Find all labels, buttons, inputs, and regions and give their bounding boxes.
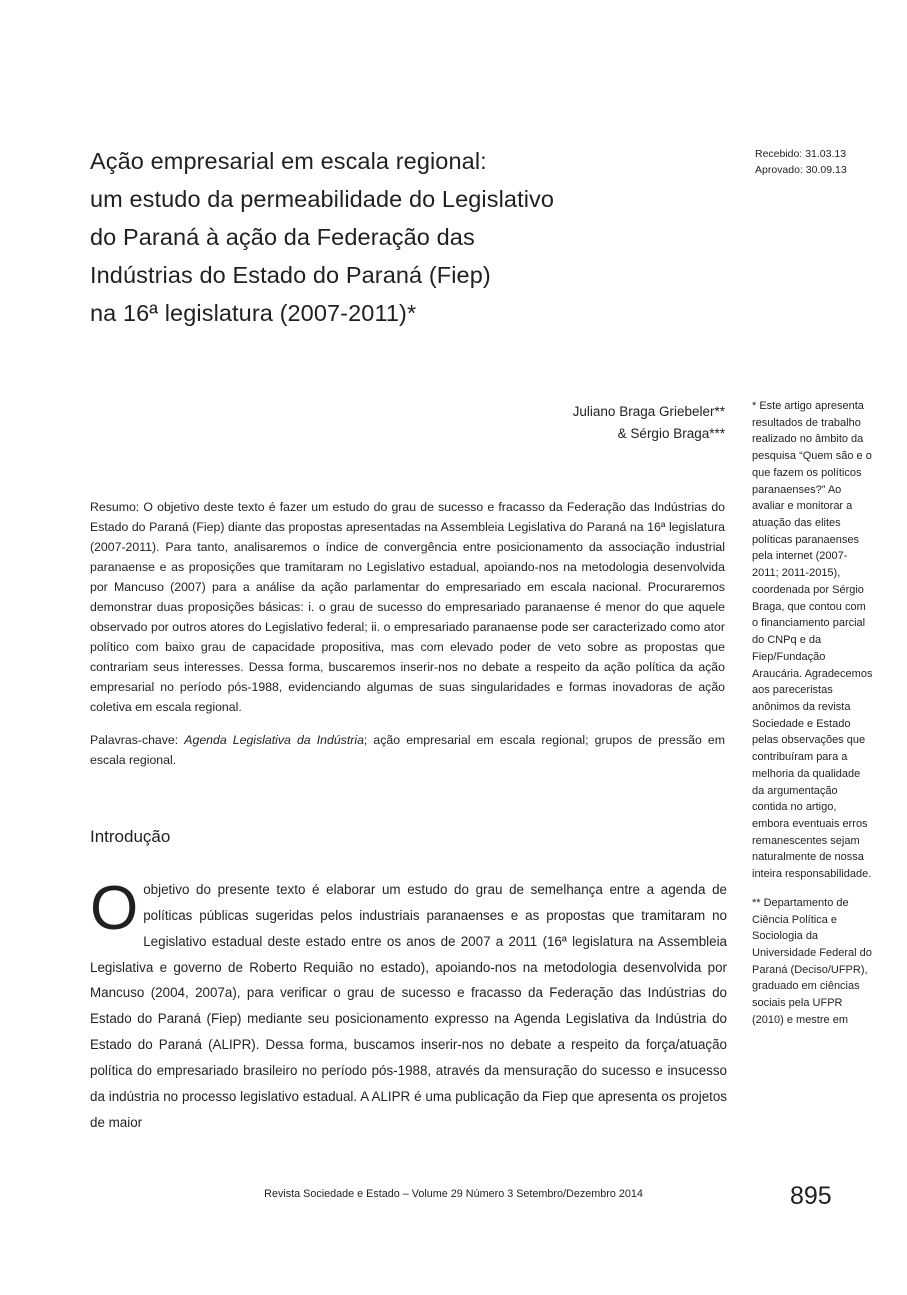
title-line-1: Ação empresarial em escala regional: (90, 148, 487, 174)
author-2: & Sérgio Braga*** (617, 425, 725, 441)
footnote-2: ** Departamento de Ciência Política e Sociologia da Universidade Federal do Paraná (Deciso/UFPR), graduado em ciências sociais pela UFPR (2010) e mestre em (752, 896, 872, 1026)
title-line-2: um estudo da permeabilidade do Legislativo (90, 186, 555, 213)
author-list (300, 401, 725, 445)
body-paragraph-text: objetivo do presente texto é elaborar um estudo do grau de semelhança entre a agenda de políticas públicas sugeridas pelos industriais paranaenses e as propostas que tramitaram no Legislativo estadual deste estado entre os anos de 2007 a 2011 (16ª legislatura na Assembleia Legislativa e governo de Roberto Requião no estado), apoiando-nos na metodologia desenvolvida por Mancuso (2004, 2007a), para verificar o grau de sucesso e fracasso da Federação das Indústrias do Estado do Paraná (Fiep) mediante seu posicionamento expresso na Agenda Legislativa da Indústria do Estado do Paraná (ALIPR). Dessa forma, buscamos inserir-nos no debate a respeito da força/atuação política do empresariado brasileiro no período pós-1988, através da mensuração do sucesso e insucesso da indústria no processo legislativo estadual. A ALIPR é uma publicação da Fiep que apresenta os projetos de maior (90, 882, 727, 1130)
author-1: Juliano Braga Griebeler** (572, 404, 725, 419)
title-line-4: Indústrias do Estado do Paraná (Fiep) (90, 262, 491, 289)
drop-cap: O (90, 874, 139, 943)
footnote-1: * Este artigo apresenta resultados de trabalho realizado no âmbito da pesquisa “Quem são e o que fazem os políticos paranaenses?” Ao avaliar e monitorar a atuação das elites políticas paranaenses pela internet (2007-2011; 2011-2015), coordenada por Sérgio Braga, que contou com o financiamento parcial do CNPq e da Fiep/Fundação Araucária. Agradecemos aos pareceristas anônimos da revista Sociedade e Estado pelas observações que contribuíram para a melhoria da qualidade da argumentação contida no artigo, embora eventuais erros remanescentes sejam naturalmente de nossa inteira responsabilidade. (752, 400, 873, 881)
approved-date: Aprovado: 30.09.13 (755, 164, 847, 177)
abstract-text: Resumo: O objetivo deste texto é fazer um estudo do grau de sucesso e fracasso da Federação das Indústrias do Estado do Paraná (Fiep) diante das propostas apresentadas na Assembleia Legislativa do Paraná na 16ª legislatura (2007-2011). Para tanto, analisaremos o índice de convergência entre posicionamento da associação industrial paranaense e as proposições que tramitaram no Legislativo estadual, apoiando-nos na metodologia desenvolvida por Mancuso (2007) para a análise da ação parlamentar do empresariado em escala nacional. Procuraremos demonstrar duas proposições básicas: i. o grau de sucesso do empresariado paranaense é menor do que aquele observado por outros atores do Legislativo federal; ii. o empresariado paranaense pode ser caracterizado como ator político com baixo grau de capacidade propositiva, mas com elevado poder de veto sobre as propostas que contrariam seus interesses. Dessa forma, buscaremos inserir-nos no debate a respeito da ação política da ação empresarial no período pós-1988, evidenciando algumas de suas singularidades e formas inovadoras de ação coletiva em escala regional. (90, 500, 725, 715)
title-line-5: na 16ª legislatura (2007-2011)* (90, 300, 417, 327)
keywords-label: Palavras-chave: (90, 733, 179, 748)
abstract-block (90, 497, 725, 783)
page-number: 895 (790, 1182, 832, 1210)
section-heading-introducao: Introdução (90, 827, 171, 846)
received-date: Recebido: 31.03.13 (755, 148, 847, 160)
keywords-italic-term: Agenda Legislativa da Indústria (184, 733, 364, 748)
footer-journal-line: Revista Sociedade e Estado – Volume 29 Número 3 Setembro/Dezembro 2014 (264, 1188, 643, 1200)
keywords-paragraph (90, 730, 725, 770)
page-title (90, 142, 690, 332)
keywords-rest: ; ação empresarial em escala regional; grupos de pressão em escala regional. (90, 733, 726, 768)
margin-footnotes (752, 398, 874, 1041)
submission-dates (755, 146, 890, 179)
body-paragraph (90, 874, 727, 1136)
title-line-3: do Paraná à ação da Federação das (90, 224, 475, 251)
